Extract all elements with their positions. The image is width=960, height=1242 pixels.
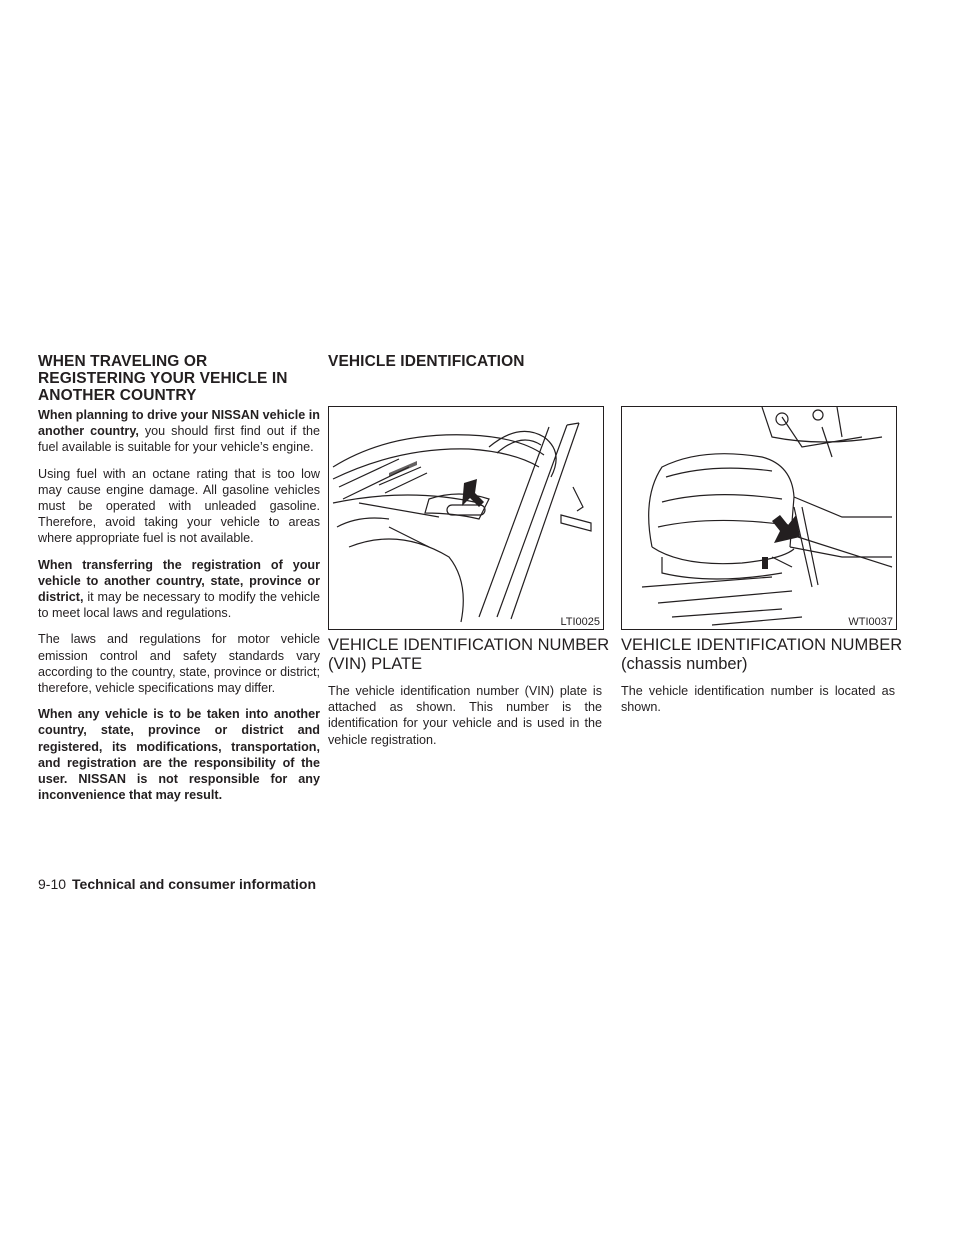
travel-paragraph-3-bold: When transferring the registration of your vehicle to another country, state, province or district, bbox=[38, 557, 320, 605]
travel-heading: WHEN TRAVELING OR REGISTERING YOUR VEHICLE IN ANOTHER COUNTRY bbox=[38, 353, 288, 404]
vin-plate-figure-label: LTI0025 bbox=[560, 616, 600, 628]
travel-paragraph-5 bbox=[38, 706, 320, 803]
vin-plate-figure bbox=[328, 406, 604, 630]
travel-paragraph-5-bold: When any vehicle is to be taken into another country, state, province or district and registered, its modifications, transportation, and registration are the responsibility of the user. NISSAN is not responsible for any inconvenience that may result. bbox=[38, 707, 320, 803]
travel-paragraph-3 bbox=[38, 557, 320, 622]
chassis-number-figure bbox=[621, 406, 897, 630]
travel-paragraph-1-text: you should first find out if the fuel available is suitable for your vehicle’s engine. bbox=[38, 424, 320, 455]
page-footer bbox=[38, 876, 316, 892]
page-number: 9-10 bbox=[38, 876, 67, 892]
chassis-number-subheading: VEHICLE IDENTIFICATION NUMBER (chassis number) bbox=[621, 636, 903, 673]
vin-plate-body: The vehicle identification number (VIN) plate is attached as shown. This number is the identification for your vehicle and is used in the vehicle registration. bbox=[328, 684, 602, 747]
chassis-number-body: The vehicle identification number is located as shown. bbox=[621, 684, 895, 715]
travel-paragraph-4: The laws and regulations for motor vehicle emission control and safety standards vary according to the country, state, province or district; therefore, vehicle specifications may differ. bbox=[38, 632, 320, 696]
travel-paragraph-1-bold: When planning to drive your NISSAN vehicle in another country, bbox=[38, 408, 320, 439]
vehicle-identification-heading: VEHICLE IDENTIFICATION bbox=[328, 353, 525, 370]
chassis-number-illustration bbox=[622, 407, 896, 629]
travel-paragraph-3-text: it may be necessary to modify the vehicle to meet local laws and regulations. bbox=[38, 590, 320, 621]
chassis-number-figure-label: WTI0037 bbox=[848, 616, 893, 628]
travel-paragraph-1 bbox=[38, 407, 320, 456]
vin-plate-illustration bbox=[329, 407, 603, 629]
travel-paragraph-2: Using fuel with an octane rating that is too low may cause engine damage. All gasoline vehicles must be operated with unleaded gasoline. Therefore, avoid taking your vehicle to areas where appropriate fuel is not available. bbox=[38, 466, 320, 546]
travel-body bbox=[38, 407, 320, 813]
vin-plate-subheading: VEHICLE IDENTIFICATION NUMBER (VIN) PLATE bbox=[328, 636, 610, 673]
chapter-title: Technical and consumer information bbox=[72, 876, 317, 892]
